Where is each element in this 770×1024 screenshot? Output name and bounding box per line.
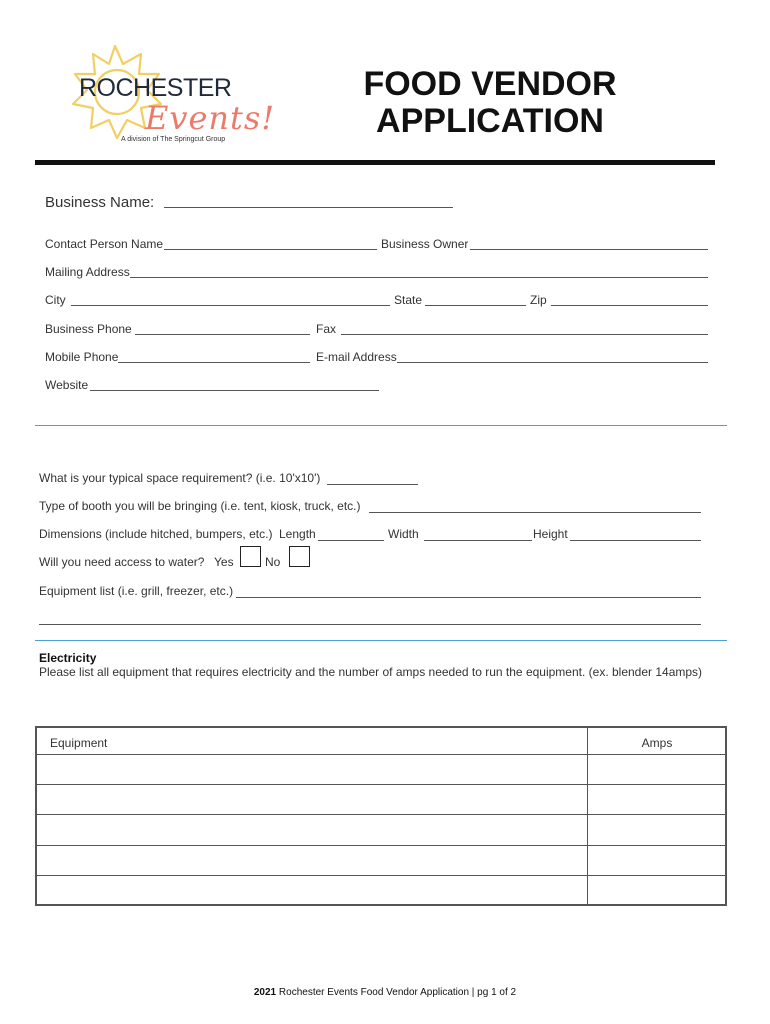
business-phone-field[interactable] — [135, 334, 310, 335]
section-divider-1 — [35, 425, 727, 426]
height-label: Height — [533, 527, 568, 541]
zip-field[interactable] — [551, 305, 708, 306]
website-field[interactable] — [90, 390, 379, 391]
water-access-label: Will you need access to water? — [39, 555, 205, 569]
email-field[interactable] — [397, 362, 708, 363]
business-name-field[interactable] — [164, 207, 453, 208]
state-label: State — [394, 293, 423, 307]
electricity-table — [35, 726, 727, 906]
logo-script: Events! — [145, 99, 276, 137]
table-row-divider — [37, 814, 725, 815]
table-row-divider — [37, 845, 725, 846]
width-label: Width — [388, 527, 419, 541]
contact-person-field[interactable] — [164, 249, 377, 250]
dimensions-label: Dimensions (include hitched, bumpers, etc.) — [39, 527, 273, 541]
space-requirement-field[interactable] — [327, 484, 418, 485]
contact-person-label: Contact Person Name — [45, 237, 164, 251]
water-yes-checkbox[interactable] — [240, 546, 261, 567]
mailing-address-field[interactable] — [130, 277, 708, 278]
length-label: Length — [279, 527, 316, 541]
electricity-heading: Electricity — [39, 651, 97, 665]
water-no-checkbox[interactable] — [289, 546, 310, 567]
title-line-2: APPLICATION — [376, 102, 604, 140]
amps-column-header: Amps — [641, 736, 673, 750]
business-owner-label: Business Owner — [381, 237, 469, 251]
mobile-phone-field[interactable] — [118, 362, 310, 363]
fax-label: Fax — [316, 322, 337, 336]
city-label: City — [45, 293, 66, 307]
title-divider — [35, 160, 715, 165]
equipment-column-header: Equipment — [50, 736, 108, 750]
water-yes-label: Yes — [214, 555, 234, 569]
footer-text: Rochester Events Food Vendor Application | pg 1 of 2 — [278, 987, 517, 998]
space-requirement-label: What is your typical space requirement? (i.e. 10'x10') — [39, 471, 321, 485]
business-phone-label: Business Phone — [45, 322, 132, 336]
mailing-address-label: Mailing Address — [45, 265, 130, 279]
booth-type-label: Type of booth you will be bringing (i.e. tent, kiosk, truck, etc.) — [39, 499, 361, 513]
logo-subtitle: A division of The Springcut Group — [121, 136, 226, 143]
table-row-divider — [37, 754, 725, 755]
state-field[interactable] — [425, 305, 526, 306]
rochester-events-logo — [65, 42, 275, 152]
fax-field[interactable] — [341, 334, 708, 335]
table-row-divider — [37, 875, 725, 876]
booth-type-field[interactable] — [369, 512, 701, 513]
length-field[interactable] — [318, 540, 384, 541]
electricity-instructions: Please list all equipment that requires electricity and the number of amps needed to run the equipment. (ex. blender 14amps) — [39, 665, 703, 679]
website-label: Website — [45, 378, 89, 392]
water-no-label: No — [265, 555, 281, 569]
city-field[interactable] — [71, 305, 390, 306]
zip-label: Zip — [530, 293, 547, 307]
equipment-list-field-2[interactable] — [39, 624, 701, 625]
page-title — [330, 66, 650, 140]
business-name-label: Business Name: — [45, 194, 155, 211]
email-label: E-mail Address — [316, 350, 397, 364]
business-owner-field[interactable] — [470, 249, 708, 250]
section-divider-2 — [35, 640, 727, 641]
width-field[interactable] — [424, 540, 532, 541]
mobile-phone-label: Mobile Phone — [45, 350, 119, 364]
logo-wordmark: ROCHESTER — [79, 74, 232, 102]
title-line-1: FOOD VENDOR — [363, 65, 617, 103]
equipment-list-field[interactable] — [236, 597, 701, 598]
footer-year: 2021 — [253, 987, 277, 998]
table-row-divider — [37, 784, 725, 785]
height-field[interactable] — [570, 540, 701, 541]
equipment-list-label: Equipment list (i.e. grill, freezer, etc.) — [39, 584, 234, 598]
page-footer — [0, 987, 770, 998]
